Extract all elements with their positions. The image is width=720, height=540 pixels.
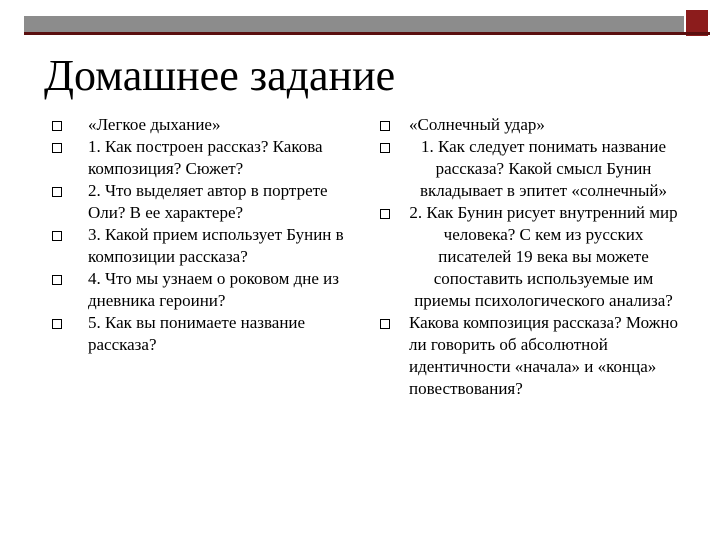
left-item-text: 3. Какой прием использует Бунин в композиции рассказа? bbox=[88, 225, 344, 266]
left-item-text: 4. Что мы узнаем о роковом дне из дневника героини? bbox=[88, 269, 339, 310]
square-bullet-icon bbox=[380, 209, 390, 219]
left-item-question-2 bbox=[50, 180, 360, 224]
header-rule bbox=[24, 32, 710, 35]
right-item-text: «Солнечный удар» bbox=[409, 115, 545, 134]
left-item-text: «Легкое дыхание» bbox=[88, 115, 221, 134]
square-bullet-icon bbox=[380, 143, 390, 153]
left-item-question-3 bbox=[50, 224, 360, 268]
right-column bbox=[378, 114, 678, 400]
square-bullet-icon bbox=[52, 187, 62, 197]
right-item-title bbox=[378, 114, 678, 136]
left-item-text: 2. Что выделяет автор в портрете Оли? В ее характере? bbox=[88, 181, 328, 222]
left-item-question-5 bbox=[50, 312, 360, 356]
square-bullet-icon bbox=[380, 319, 390, 329]
right-item-question-3 bbox=[378, 312, 678, 400]
left-item-text: 5. Как вы понимаете название рассказа? bbox=[88, 313, 306, 354]
square-bullet-icon bbox=[52, 121, 62, 131]
left-item-text: 1. Как построен рассказ? Какова композиция? Сюжет? bbox=[88, 137, 323, 178]
left-column bbox=[50, 114, 360, 356]
right-item-question-1 bbox=[378, 136, 678, 202]
left-item-title bbox=[50, 114, 360, 136]
right-item-text: 2. Как Бунин рисует внутренний мир человека? С кем из русских писателей 19 века вы можете сопоставить используемые им приемы психологического анализа? bbox=[409, 203, 678, 310]
right-item-question-2 bbox=[378, 202, 678, 312]
left-item-question-4 bbox=[50, 268, 360, 312]
left-item-question-1 bbox=[50, 136, 360, 180]
square-bullet-icon bbox=[52, 275, 62, 285]
right-item-text: 1. Как следует понимать название рассказа? Какой смысл Бунин вкладывает в эпитет «солнечный» bbox=[419, 137, 668, 200]
slide-title: Домашнее задание bbox=[44, 51, 396, 100]
square-bullet-icon bbox=[52, 143, 62, 153]
right-item-text: Какова композиция рассказа? Можно ли говорить об абсолютной идентичности «начала» и «конца» повествования? bbox=[409, 313, 679, 398]
square-bullet-icon bbox=[52, 319, 62, 329]
square-bullet-icon bbox=[52, 231, 62, 241]
square-bullet-icon bbox=[380, 121, 390, 131]
header-bar bbox=[24, 16, 684, 32]
